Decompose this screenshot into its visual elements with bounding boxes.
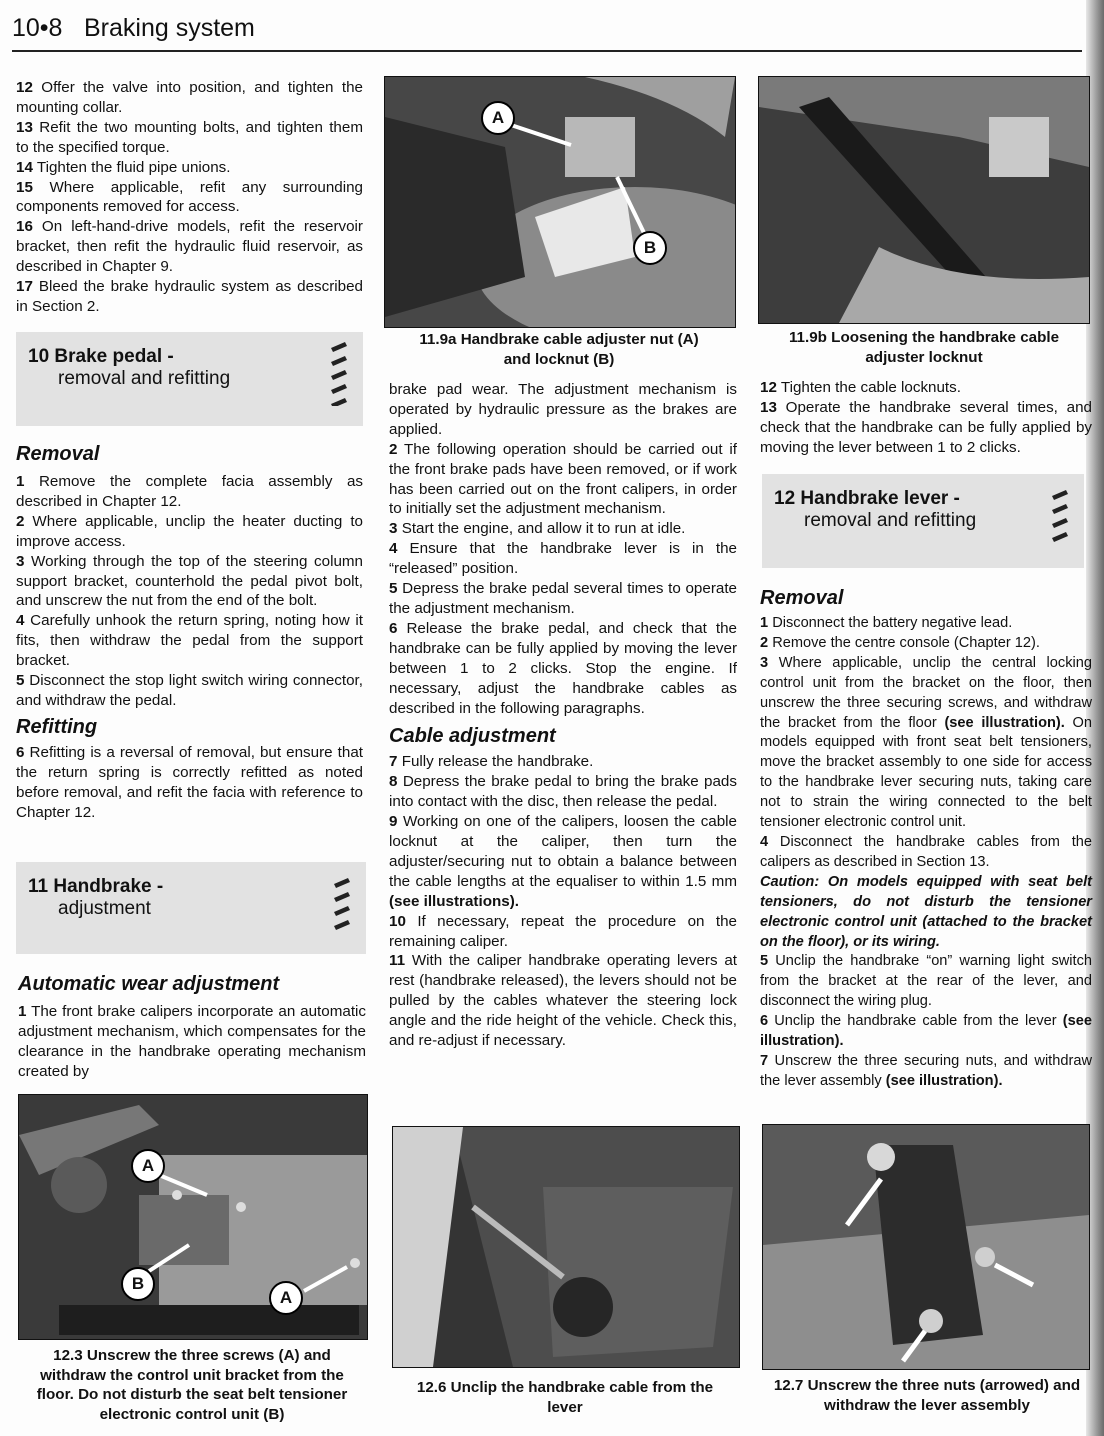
paragraph: 3 Where applicable, unclip the central locking control unit from the bracket on the floor, then unscrew the three securing screws, and withdraw the bracket from the floor (see illustration). On models equipped with front seat belt tensioners, move the bracket assembly to one side for access to the handbrake lever securing nuts, taking care not to strain the wiring connected to the belt tensioner electronic control unit. — [760, 654, 1092, 831]
paragraph: 1 The front brake calipers incorporate an automatic adjustment mechanism, which compensates for the clearance in the handbrake operating mechanism created by — [18, 1003, 367, 1080]
paragraph: 4 Ensure that the handbrake lever is in the “released” position. — [389, 540, 737, 578]
column-3 — [760, 378, 1092, 458]
callout-b-label: B — [121, 1267, 155, 1301]
page-number: 10•8 — [12, 14, 63, 42]
header-rule — [12, 50, 1082, 52]
section-11-heading-box — [16, 862, 366, 954]
caution-note: Caution: On models equipped with seat belt tensioners, do not disturb the tensioner electronic control unit (attached to the bracket on the floor), or its wiring. — [760, 873, 1092, 950]
photo-fig-11-9b — [758, 76, 1090, 324]
section-12-heading-box — [762, 474, 1084, 568]
paragraph: 5 Unclip the handbrake “on” warning light switch from the bracket at the rear of the lever, and disconnect the wiring plug. — [760, 953, 1092, 1010]
paragraph: 4 Disconnect the handbrake cables from the calipers as described in Section 13. — [760, 833, 1092, 870]
column-2 — [389, 380, 737, 1051]
paragraph: 4 Carefully unhook the return spring, noting how it fits, then withdraw the pedal from the support bracket. — [16, 612, 363, 670]
paragraph: 1 Disconnect the battery negative lead. — [760, 615, 1013, 631]
callout-b-label: B — [633, 231, 667, 265]
paragraph: 3 Working through the top of the steering column support bracket, counterhold the pedal pivot bolt, and unscrew the nut from the end of the bolt. — [16, 552, 363, 610]
paragraph: 15 Where applicable, refit any surrounding components removed for access. — [16, 178, 363, 216]
paragraph: 3 Start the engine, and allow it to run at idle. — [389, 520, 686, 538]
locknut-wrench-photo — [759, 77, 1089, 323]
paragraph: 10 If necessary, repeat the procedure on the remaining caliper. — [389, 912, 737, 950]
paragraph: 14 Tighten the fluid pipe unions. — [16, 158, 231, 176]
paragraph: 6 Release the brake pedal, and check that the handbrake can be fully applied by moving the lever between 1 to 2 clicks. Stop the engine. If necessary, adjust the handbrake cables as described in the following paragraphs. — [389, 619, 737, 717]
paragraph: brake pad wear. The adjustment mechanism is operated by hydraulic pressure as the brakes are applied. — [389, 381, 737, 438]
paragraph: 16 On left-hand-drive models, refit the reservoir bracket, then refit the hydraulic fluid reservoir, as described in Chapter 9. — [16, 218, 363, 276]
paragraph: 7 Fully release the handbrake. — [389, 753, 594, 771]
wrench-rating-icon — [327, 340, 353, 406]
caption-fig-12-3: 12.3 Unscrew the three screws (A) and withdraw the control unit bracket from the floor. Do not disturb the seat belt tensioner electronic control unit (B) — [36, 1347, 348, 1423]
paragraph: 2 Where applicable, unclip the heater ducting to improve access. — [16, 512, 363, 550]
paragraph: 5 Disconnect the stop light switch wiring connector, and withdraw the pedal. — [16, 672, 363, 709]
column-1 — [16, 78, 363, 317]
section-title: Handbrake lever - — [800, 488, 960, 509]
chapter-title: Braking system — [84, 14, 255, 42]
paragraph: 12 Tighten the cable locknuts. — [760, 379, 961, 396]
caption-fig-12-7: 12.7 Unscrew the three nuts (arrowed) and withdraw the lever assembly — [773, 1377, 1081, 1414]
cable-adjustment-heading: Cable adjustment — [389, 725, 556, 748]
automatic-wear-heading: Automatic wear adjustment — [18, 973, 280, 995]
wrench-rating-icon — [1048, 482, 1074, 548]
section-number: 12 — [774, 488, 796, 509]
section-12-body — [760, 586, 1092, 1092]
wrench-rating-icon — [330, 870, 356, 936]
paragraph: 2 The following operation should be carried out if the front brake pads have been removed, or if work has been carried out on the front calipers, in order to initially set the adjustment mechanism. — [389, 440, 737, 518]
paragraph: 5 Depress the brake pedal several times to operate the adjustment mechanism. — [389, 580, 737, 617]
section-11-body — [18, 972, 366, 1082]
paragraph: 6 Unclip the handbrake cable from the lever (see illustration). — [760, 1013, 1092, 1050]
caliper-adjuster-photo — [385, 77, 735, 327]
paragraph: 8 Depress the brake pedal to bring the brake pads into contact with the disc, then release the pedal. — [389, 773, 737, 811]
caption-fig-11-9b: 11.9b Loosening the handbrake cable adjuster locknut — [788, 329, 1060, 366]
caption-fig-11-9a: 11.9a Handbrake cable adjuster nut (A) and locknut (B) — [419, 331, 699, 368]
photo-fig-11-9a — [384, 76, 736, 328]
lever-nuts-photo — [763, 1125, 1089, 1369]
paragraph: 11 With the caliper handbrake operating levers at rest (handbrake released), the levers should not be pulled by the cables whatever the steering lock angle and the ride height of the vehicle. Check this, and re-adjust if necessary. — [389, 952, 737, 1050]
photo-fig-12-7 — [762, 1124, 1090, 1370]
paragraph: 17 Bleed the brake hydraulic system as described in Section 2. — [16, 278, 363, 315]
section-title: Brake pedal - — [54, 346, 174, 367]
paragraph: 13 Refit the two mounting bolts, and tighten them to the specified torque. — [16, 118, 363, 156]
caption-fig-12-6: 12.6 Unclip the handbrake cable from the lever — [416, 1379, 714, 1416]
photo-fig-12-3 — [18, 1094, 368, 1340]
section-number: 10 — [28, 346, 50, 367]
section-subtitle: adjustment — [58, 898, 151, 919]
section-number: 11 — [28, 876, 49, 897]
section-10-body — [16, 442, 363, 823]
removal-heading: Removal — [760, 587, 844, 609]
section-subtitle: removal and refitting — [58, 368, 231, 389]
paragraph: 1 Remove the complete facia assembly as described in Chapter 12. — [16, 473, 363, 510]
section-title: Handbrake - — [53, 876, 164, 897]
paragraph: 2 Remove the centre console (Chapter 12). — [760, 634, 1040, 651]
callout-a-label: A — [131, 1149, 165, 1183]
section-10-heading-box — [16, 332, 363, 426]
handbrake-cable-photo — [393, 1127, 739, 1367]
paragraph: 7 Unscrew the three securing nuts, and withdraw the lever assembly (see illustration). — [760, 1052, 1092, 1089]
section-subtitle: removal and refitting — [804, 510, 977, 531]
callout-a-label: A — [269, 1281, 303, 1315]
refitting-heading: Refitting — [16, 715, 98, 738]
callout-a-label: A — [481, 101, 515, 135]
control-unit-bracket-photo — [19, 1095, 367, 1339]
paragraph: 13 Operate the handbrake several times, and check that the handbrake can be fully applied by moving the lever between 1 to 2 clicks. — [760, 398, 1092, 456]
removal-heading: Removal — [16, 443, 100, 465]
paragraph: 12 Offer the valve into position, and tighten the mounting collar. — [16, 79, 363, 116]
paragraph: 9 Working on one of the calipers, loosen the cable locknut at the caliper, then turn the adjuster/securing nut to obtain a balance between the cable lengths at the equaliser to within 1.5 mm (see illustrations). — [389, 813, 737, 910]
paragraph: 6 Refitting is a reversal of removal, but ensure that the return spring is correctly refitted as noted before removal, and refit the facia with reference to Chapter 12. — [16, 743, 363, 821]
photo-fig-12-6 — [392, 1126, 740, 1368]
